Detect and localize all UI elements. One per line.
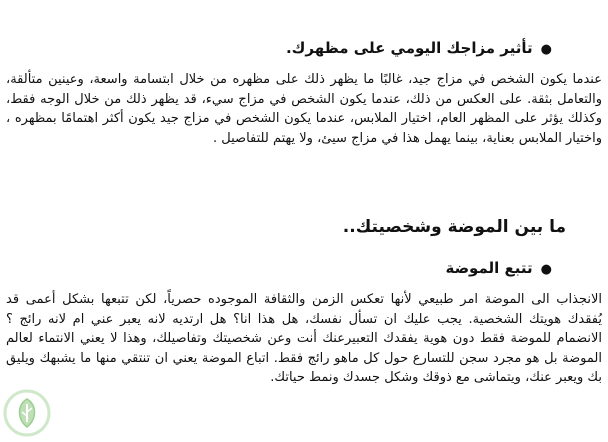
section-heading-mood: [286, 38, 552, 60]
section-title-fashion: ما بين الموضة وشخصيتك..: [342, 217, 566, 237]
subheading-text: تتبع الموضة: [445, 259, 533, 277]
heading-text: تأثير مزاجك اليومي على مظهرك.: [285, 39, 533, 57]
subheading-follow-fashion: [445, 258, 552, 280]
paragraph-mood: عندما يكون الشخص في مزاج جيد، غالبًا ما يظهر ذلك على مظهره من خلال ابتسامة واسعة، وعينين متألقة، والتعامل بثقة. على العكس من ذلك، عندما يكون الشخص في مزاج سيء، قد يظهر ذلك من خلال الوجه فقط، وكذلك يؤثر على المظهر العام، اختيار الملابس، عندما يكون الشخص في مزاج جيد يكون أكثر اهتمامًا بمظهره ، واختيار الملابس بعناية، بينما يهمل هذا في مزاج سيئ، ولا يهتم للتفاصيل .: [6, 72, 602, 146]
bullet-icon: ●: [540, 262, 552, 277]
bullet-icon: ●: [540, 42, 552, 57]
leaf-shield-icon: [2, 388, 52, 438]
paragraph-fashion: الانجذاب الى الموضة امر طبيعي لأنها تعكس الزمن والثقافة الموجوده حصرياً، لكن تتبعها بشكل أعمى قد يُفقدك هويتك الشخصية. يجب عليك ان تسأل نفسك، هل هذا انا؟ هل ارتديه لانه يعبر عني ام لانه رائج ؟ الانضمام للموضة فقط دون هوية يفقدك التعبيرعنك أنت وعن شخصيتك وتفاصيلك، وهذا لا يعني الانتماء لعالم الموضة بل هو مجرد سجن للتسارع حول كل ماهو رائج فقط. اتباع الموضة يعني ان تنتقي منها ما يشبهك ويليق بك ويعبر عنك، ويتماشى مع ذوقك وشكل جسدك ونمط حياتك.: [6, 292, 602, 386]
